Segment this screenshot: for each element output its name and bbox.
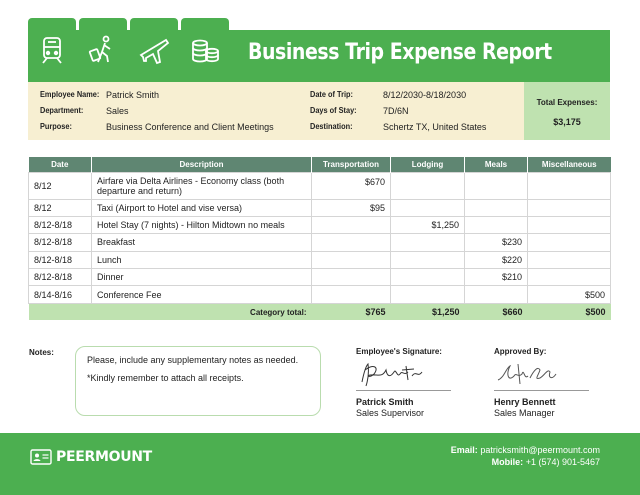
trip-info-panel: [28, 82, 524, 140]
notes-label: Notes:: [29, 348, 54, 357]
table-row: [29, 269, 611, 286]
cell-date: 8/14-8/16: [29, 286, 92, 303]
company-name: PEERMOUNT: [56, 449, 152, 465]
table-row: [29, 286, 611, 303]
expense-table: [28, 157, 611, 320]
table-row: [29, 234, 611, 251]
table-row: [29, 251, 611, 268]
airplane-icon: [130, 18, 178, 82]
department-label: Department:: [40, 106, 84, 115]
cell-meals: [465, 286, 528, 303]
cell-date: 8/12-8/18: [29, 251, 92, 268]
category-total-label: Category total:: [29, 303, 312, 320]
total-misc: $500: [528, 303, 611, 320]
mobile-label: Mobile:: [491, 457, 524, 467]
cell-transportation: $670: [312, 172, 391, 199]
total-meals: $660: [465, 303, 528, 320]
column-header: Date: [29, 157, 92, 172]
cell-misc: [528, 251, 611, 268]
trip-date-label: Date of Trip:: [310, 90, 353, 99]
approver-label: Approved By:: [494, 347, 547, 356]
purpose-label: Purpose:: [40, 122, 72, 131]
cell-misc: [528, 172, 611, 199]
email-value[interactable]: patricksmith@peermount.com: [480, 445, 600, 455]
contact-info: [451, 444, 600, 468]
cell-misc: [528, 216, 611, 233]
email-label: Email:: [450, 445, 478, 455]
cell-description: Lunch: [92, 251, 312, 268]
column-header: Lodging: [391, 157, 465, 172]
destination-label: Destination:: [310, 122, 353, 131]
cell-transportation: [312, 251, 391, 268]
total-expenses-label: Total Expenses:: [536, 98, 598, 107]
cell-transportation: [312, 286, 391, 303]
cell-lodging: [391, 234, 465, 251]
days-of-stay-label: Days of Stay:: [310, 106, 357, 115]
column-header: Meals: [465, 157, 528, 172]
employee-name-label: Employee Name:: [40, 90, 100, 99]
approver-name: Henry Bennett: [494, 397, 556, 407]
table-row: [29, 216, 611, 233]
cell-description: Dinner: [92, 269, 312, 286]
cell-meals: [465, 199, 528, 216]
total-lodging: $1,250: [391, 303, 465, 320]
cell-meals: $220: [465, 251, 528, 268]
cell-misc: [528, 199, 611, 216]
employee-signature-label: Employee's Signature:: [356, 347, 442, 356]
cell-description: Conference Fee: [92, 286, 312, 303]
cell-meals: [465, 172, 528, 199]
cell-transportation: [312, 269, 391, 286]
cell-transportation: [312, 234, 391, 251]
employee-signature-name: Patrick Smith: [356, 397, 414, 407]
cell-description: Hotel Stay (7 nights) - Hilton Midtown no meals: [92, 216, 312, 233]
column-header: Miscellaneous: [528, 157, 611, 172]
employee-signature-role: Sales Supervisor: [356, 408, 425, 418]
cell-misc: $500: [528, 286, 611, 303]
cell-meals: $210: [465, 269, 528, 286]
cell-date: 8/12: [29, 172, 92, 199]
cell-lodging: [391, 172, 465, 199]
notes-reminder: *Kindly remember to attach all receipts.: [87, 373, 244, 383]
employee-signature-line: [356, 390, 451, 391]
notes-text: Please, include any supplementary notes as needed.: [87, 355, 299, 365]
cell-date: 8/12-8/18: [29, 269, 92, 286]
traveler-icon: [79, 18, 127, 82]
days-of-stay-value: 7D/6N: [383, 106, 409, 116]
approver-role: Sales Manager: [494, 408, 555, 418]
id-card-icon: [30, 449, 52, 465]
cell-lodging: $1,250: [391, 216, 465, 233]
total-expenses-value: $3,175: [553, 117, 581, 127]
page-title: Business Trip Expense Report: [248, 40, 552, 65]
notes-box: [75, 346, 321, 416]
cell-transportation: $95: [312, 199, 391, 216]
cell-lodging: [391, 286, 465, 303]
cell-description: Airfare via Delta Airlines - Economy class (both departure and return): [92, 172, 312, 199]
table-row: [29, 199, 611, 216]
cell-description: Taxi (Airport to Hotel and vise versa): [92, 199, 312, 216]
mobile-value: +1 (574) 901-5467: [525, 457, 600, 467]
cell-misc: [528, 269, 611, 286]
employee-name-value: Patrick Smith: [106, 90, 160, 100]
cell-date: 8/12-8/18: [29, 234, 92, 251]
cell-date: 8/12: [29, 199, 92, 216]
email-line: [451, 444, 600, 456]
cell-date: 8/12-8/18: [29, 216, 92, 233]
mobile-line: [451, 456, 600, 468]
cell-meals: [465, 216, 528, 233]
total-transportation: $765: [312, 303, 391, 320]
train-icon: [28, 18, 76, 82]
table-row: [29, 172, 611, 199]
department-value: Sales: [106, 106, 129, 116]
header-icon-tabs: [28, 18, 229, 82]
approver-signature-line: [494, 390, 589, 391]
cell-lodging: [391, 199, 465, 216]
destination-value: Schertz TX, United States: [383, 122, 487, 132]
cell-description: Breakfast: [92, 234, 312, 251]
column-header: Description: [92, 157, 312, 172]
total-expenses-box: [524, 82, 610, 140]
trip-date-value: 8/12/2030-8/18/2030: [383, 90, 467, 100]
cell-meals: $230: [465, 234, 528, 251]
column-header: Transportation: [312, 157, 391, 172]
cell-transportation: [312, 216, 391, 233]
category-total-row: [29, 303, 611, 320]
purpose-value: Business Conference and Client Meetings: [106, 122, 274, 132]
table-header-row: [29, 157, 611, 172]
cell-misc: [528, 234, 611, 251]
cell-lodging: [391, 269, 465, 286]
cell-lodging: [391, 251, 465, 268]
company-logo: [30, 449, 152, 465]
coins-icon: [181, 18, 229, 82]
employee-signature-image: [356, 358, 428, 390]
approver-signature-image: [494, 358, 564, 390]
